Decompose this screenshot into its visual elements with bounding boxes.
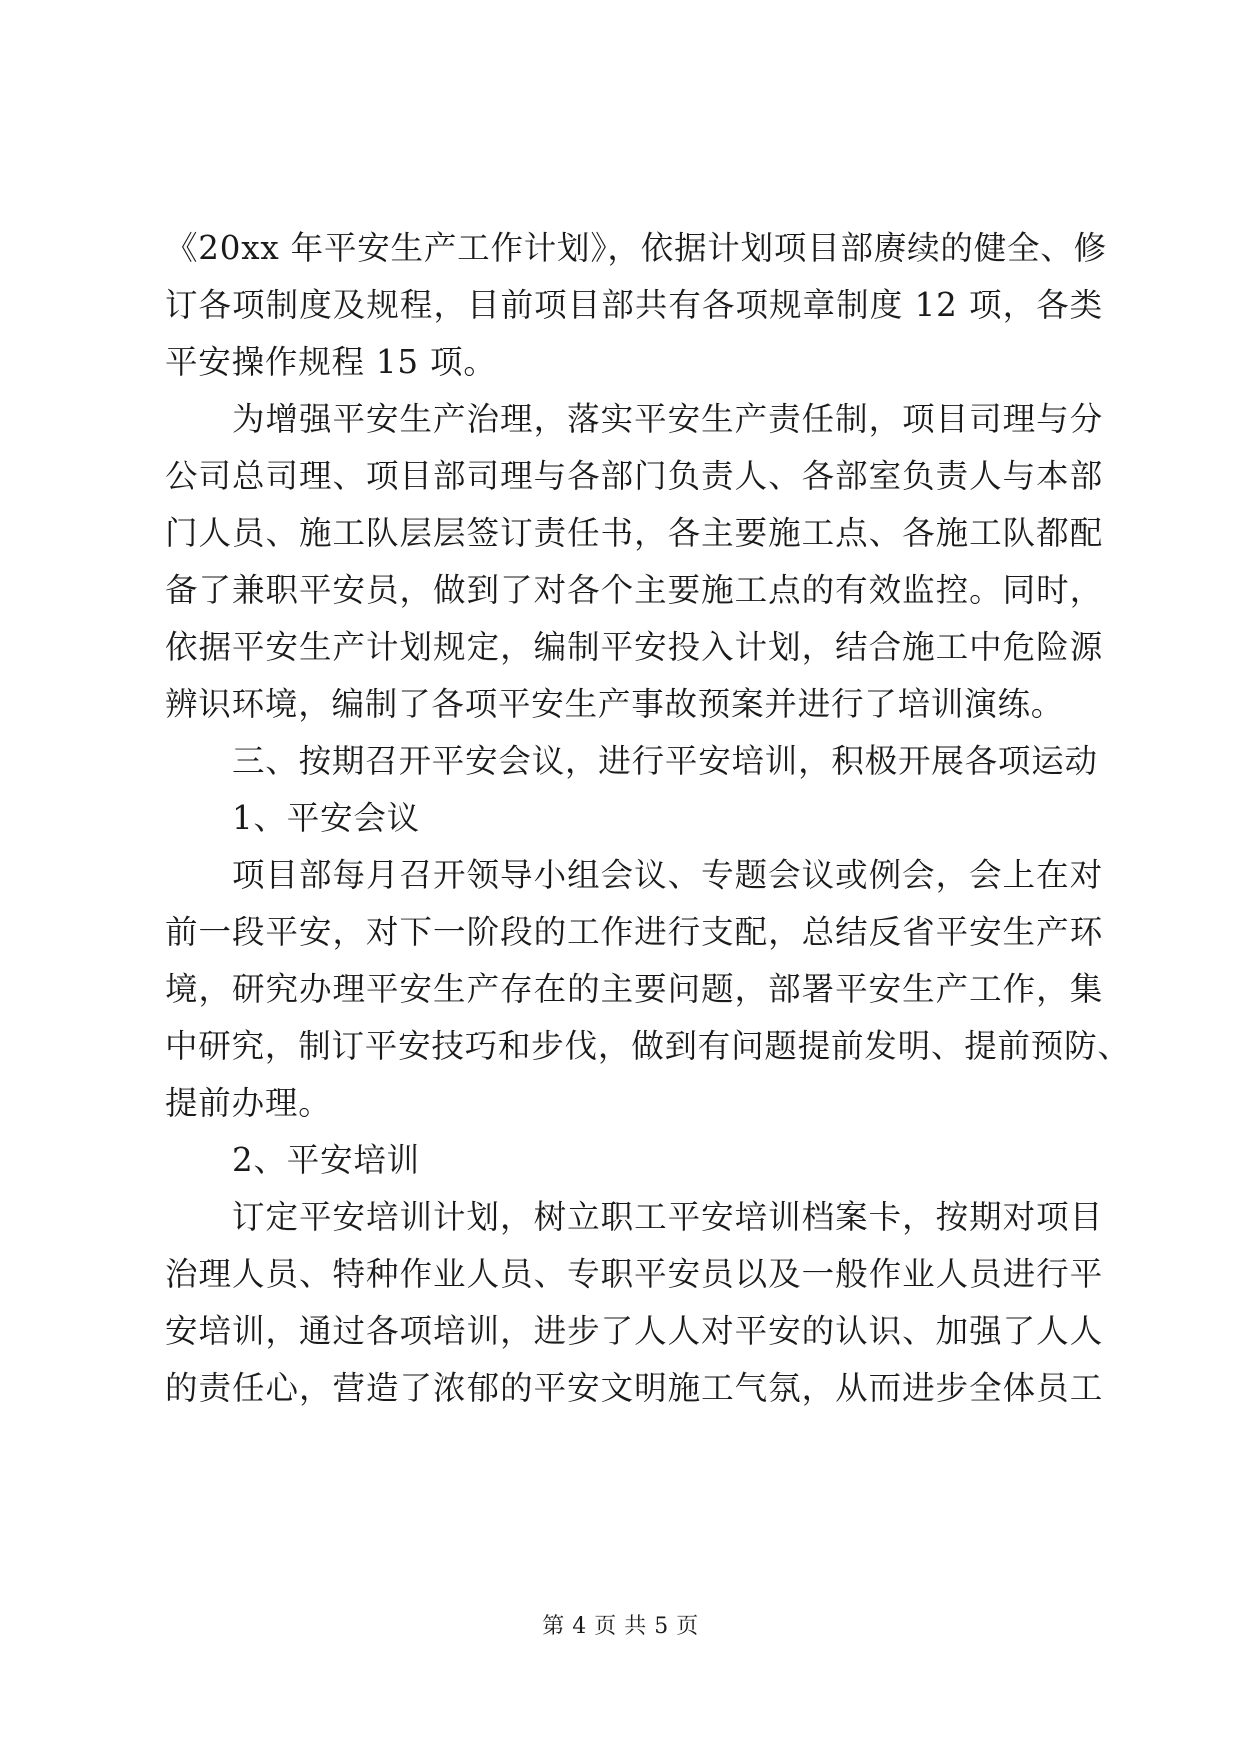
- text-line: 项目部每月召开领导小组会议、专题会议或例会，会上在对: [232, 856, 1103, 894]
- text-line: 提前办理。: [165, 1084, 332, 1122]
- section-heading: 三、按期召开平安会议，进行平安培训，积极开展各项运动: [232, 742, 1098, 780]
- text-line: 境，研究办理平安生产存在的主要问题，部署平安生产工作，集: [165, 970, 1103, 1008]
- text-line: 的责任心，营造了浓郁的平安文明施工气氛，从而进步全体员工: [165, 1369, 1103, 1407]
- text-line: 平安操作规程 15 项。: [165, 343, 497, 381]
- text-line: 依据平安生产计划规定，编制平安投入计划，结合施工中危险源: [165, 628, 1103, 666]
- subsection-heading: 2、平安培训: [232, 1141, 420, 1179]
- text-line: 安培训，通过各项培训，进步了人人对平安的认识、加强了人人: [165, 1312, 1103, 1350]
- text-line: 门人员、施工队层层签订责任书，各主要施工点、各施工队都配: [165, 514, 1103, 552]
- text-line: 辨识环境，编制了各项平安生产事故预案并进行了培训演练。: [165, 685, 1065, 723]
- subsection-heading: 1、平安会议: [232, 799, 420, 837]
- text-line: 备了兼职平安员，做到了对各个主要施工点的有效监控。同时，: [165, 571, 1103, 609]
- text-line: 订各项制度及规程，目前项目部共有各项规章制度 12 项，各类: [165, 286, 1103, 324]
- text-line: 公司总司理、项目部司理与各部门负责人、各部室负责人与本部: [165, 457, 1103, 495]
- text-line: 中研究，制订平安技巧和步伐，做到有问题提前发明、提前预防、: [165, 1027, 1131, 1065]
- text-line: 治理人员、特种作业人员、专职平安员以及一般作业人员进行平: [165, 1255, 1103, 1293]
- text-line: 订定平安培训计划，树立职工平安培训档案卡，按期对项目: [232, 1198, 1103, 1236]
- page-number-footer: 第 4 页 共 5 页: [542, 1614, 699, 1639]
- text-line: 前一段平安，对下一阶段的工作进行支配，总结反省平安生产环: [165, 913, 1103, 951]
- text-line: 《20xx 年平安生产工作计划》，依据计划项目部赓续的健全、修: [165, 229, 1107, 267]
- text-line: 为增强平安生产治理，落实平安生产责任制，项目司理与分: [232, 400, 1103, 438]
